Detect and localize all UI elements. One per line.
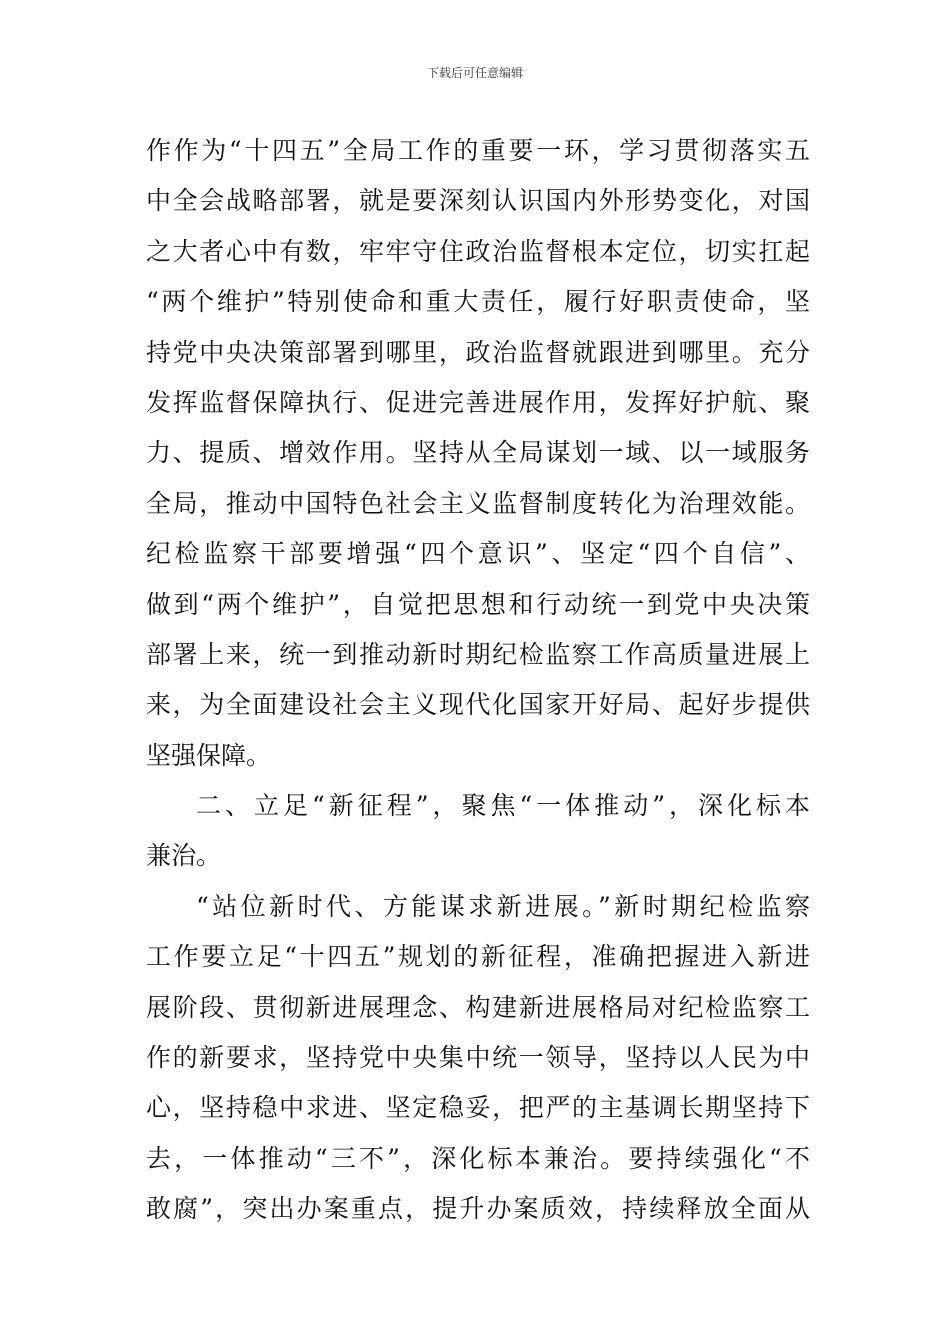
text-line: 之大者心中有数，牢牢守住政治监督根本定位，切实扛起 [146, 236, 810, 266]
text-line: 展阶段、贯彻新进展理念、构建新进展格局对纪检监察工 [146, 992, 810, 1022]
text-line: 纪检监察干部要增强“四个意识”、坚定“四个自信”、 [146, 539, 810, 569]
document-body [146, 126, 810, 1235]
text-line: 部署上来，统一到推动新时期纪检监察工作高质量进展上 [146, 639, 810, 669]
text-line: 持党中央决策部署到哪里，政治监督就跟进到哪里。充分 [146, 337, 810, 367]
text-line: 心，坚持稳中求进、坚定稳妥，把严的主基调长期坚持下 [146, 1093, 810, 1123]
text-line: “站位新时代、方能谋求新进展。”新时期纪检监察 [196, 891, 810, 921]
text-line: 工作要立足“十四五”规划的新征程，准确把握进入新进 [146, 942, 810, 972]
text-line: “两个维护”特别使命和重大责任，履行好职责使命，坚 [146, 287, 810, 317]
text-line: 全局，推动中国特色社会主义监督制度转化为治理效能。 [146, 488, 810, 518]
text-line: 来，为全面建设社会主义现代化国家开好局、起好步提供 [146, 690, 810, 720]
section-heading-line: 兼治。 [146, 841, 222, 871]
text-line: 去，一体推动“三不”，深化标本兼治。要持续强化“不 [146, 1143, 810, 1173]
text-line: 作作为“十四五”全局工作的重要一环，学习贯彻落实五 [146, 136, 810, 165]
text-line: 作的新要求，坚持党中央集中统一领导，坚持以人民为中 [146, 1043, 810, 1073]
text-line: 坚强保障。 [146, 740, 272, 770]
text-line: 力、提质、增效作用。坚持从全局谋划一域、以一域服务 [146, 438, 810, 468]
page-header-note: 下载后可任意编辑 [426, 66, 523, 80]
text-line: 敢腐”，突出办案重点，提升办案质效，持续释放全面从 [146, 1194, 810, 1224]
section-heading-line: 二、立足“新征程”，聚焦“一体推动”，深化标本 [196, 791, 810, 821]
text-line: 发挥监督保障执行、促进完善进展作用，发挥好护航、聚 [146, 387, 810, 417]
text-line: 中全会战略部署，就是要深刻认识国内外形势变化，对国 [146, 186, 810, 216]
text-line: 做到“两个维护”，自觉把思想和行动统一到党中央决策 [146, 589, 810, 619]
